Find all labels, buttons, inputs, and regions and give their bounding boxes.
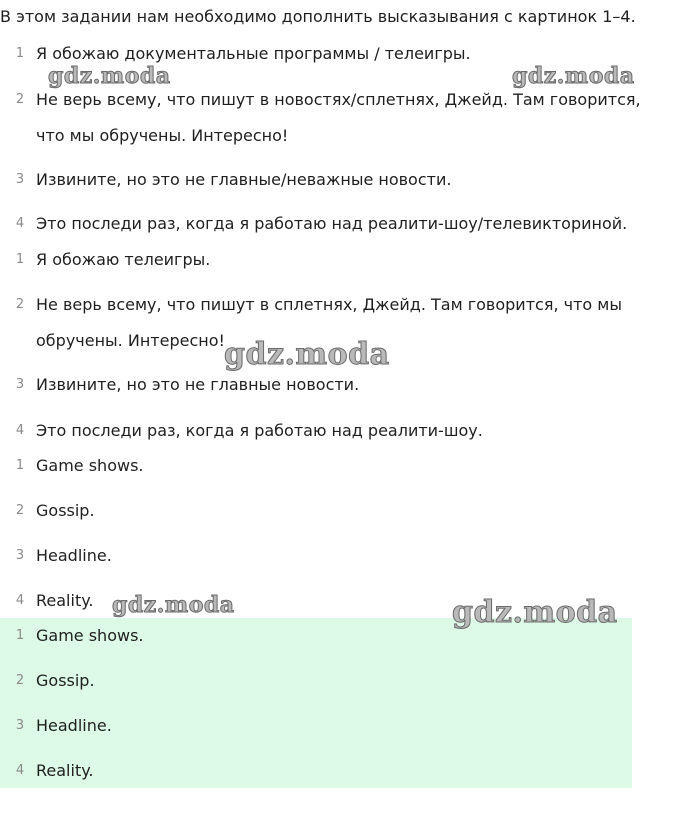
item-number: 1 (15, 628, 25, 643)
item-number: 4 (15, 593, 25, 608)
item-number: 4 (15, 423, 25, 438)
item-number: 4 (15, 216, 25, 231)
watermark: gdz.moda (48, 63, 171, 89)
item-text: Game shows. (36, 456, 144, 475)
watermark: gdz.moda (224, 337, 390, 372)
item-text: Извините, но это не главные новости. (36, 375, 360, 394)
item-number: 2 (15, 503, 25, 518)
item-number: 1 (15, 252, 25, 267)
item-text: Headline. (36, 716, 112, 735)
item-text: Reality. (36, 761, 94, 780)
item-text: Извините, но это не главные/неважные новости. (36, 170, 452, 189)
item-number: 1 (15, 46, 25, 61)
item-text: Не верь всему, что пишут в сплетнях, Джейд. Там говорится, что мы обручены. Интересно! (36, 295, 622, 350)
item-number: 3 (15, 548, 25, 563)
item-text: Headline. (36, 546, 112, 565)
watermark: gdz.moda (112, 592, 235, 618)
item-text: Gossip. (36, 501, 95, 520)
item-number: 3 (15, 377, 25, 392)
item-text: Это последи раз, когда я работаю над реалити-шоу/телевикториной. (36, 214, 628, 233)
item-text: Я обожаю документальные программы / телеигры. (36, 44, 471, 63)
item-text: Reality. (36, 591, 94, 610)
watermark: gdz.moda (512, 63, 635, 89)
item-number: 2 (15, 297, 25, 312)
item-number: 3 (15, 172, 25, 187)
item-number: 4 (15, 763, 25, 778)
intro-text: В этом задании нам необходимо дополнить высказывания с картинок 1–4. (0, 7, 636, 26)
item-text: Это последи раз, когда я работаю над реалити-шоу. (36, 421, 483, 440)
item-number: 3 (15, 718, 25, 733)
item-number: 2 (15, 92, 25, 107)
item-text: Gossip. (36, 671, 95, 690)
item-number: 2 (15, 673, 25, 688)
item-number: 1 (15, 458, 25, 473)
item-text: Я обожаю телеигры. (36, 250, 211, 269)
item-text: Не верь всему, что пишут в новостях/сплетнях, Джейд. Там говорится, что мы обручены. Интересно! (36, 90, 641, 145)
item-text: Game shows. (36, 626, 144, 645)
watermark: gdz.moda (452, 595, 618, 630)
